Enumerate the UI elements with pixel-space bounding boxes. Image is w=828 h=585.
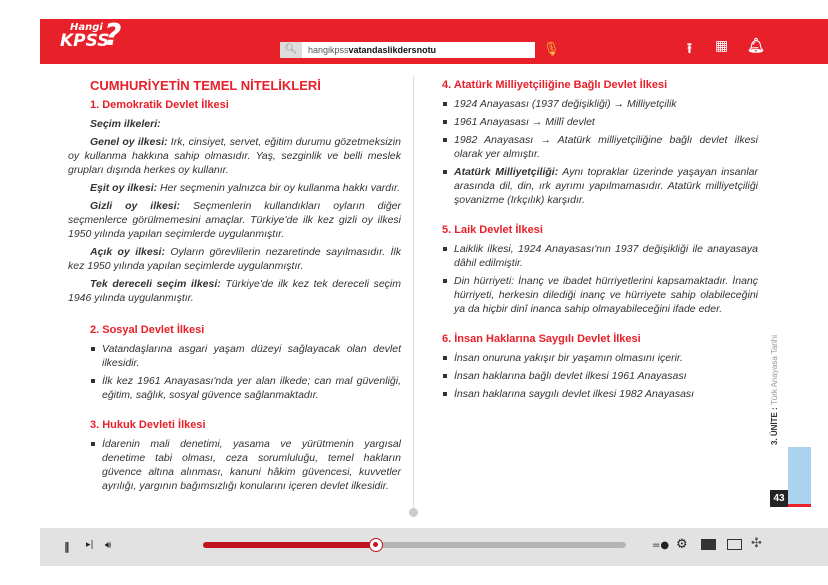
autoplay-toggle-icon[interactable]: =● <box>652 540 670 551</box>
section-heading: 3. Hukuk Devleti İlkesi <box>90 419 206 431</box>
top-bar <box>40 19 828 64</box>
grid-menu-icon[interactable]: ▦ <box>715 38 729 54</box>
paragraph-label: Gizli oy ilkesi: <box>90 200 181 212</box>
bullet-list <box>442 97 758 207</box>
list-item <box>442 165 758 207</box>
subheading <box>68 117 401 131</box>
list-item: İnsan haklarına saygılı devlet ilkesi 1982 Anayasası <box>442 387 758 401</box>
paragraph <box>68 199 401 241</box>
paragraph <box>68 245 401 273</box>
settings-gear-icon[interactable]: ⚙︎ <box>676 537 688 552</box>
section-heading: 4. Atatürk Milliyetçiliğine Bağlı Devlet İlkesi <box>442 79 668 91</box>
subtitles-icon[interactable] <box>701 539 716 550</box>
list-item: 1924 Anayasası (1937 değişikliği) → Milliyetçilik <box>442 97 758 111</box>
skip-next-icon[interactable]: ▸| <box>86 540 94 550</box>
unit-number: 3. ÜNİTE : <box>770 407 779 445</box>
bullet-list <box>90 342 401 402</box>
search-prefix: hangikpss <box>308 45 349 55</box>
paragraph-label: Eşit oy ilkesi: <box>90 182 158 194</box>
section-heading: 1. Demokratik Devlet İlkesi <box>90 99 229 111</box>
fullscreen-icon[interactable]: ✣ <box>751 536 762 551</box>
page-title: CUMHURİYETİN TEMEL NİTELİKLERİ <box>90 78 321 93</box>
paragraph-label: Açık oy ilkesi: <box>90 246 165 258</box>
side-tab-underline <box>788 504 811 507</box>
miniplayer-icon[interactable] <box>727 539 742 550</box>
logo-question: ? <box>104 18 122 53</box>
list-item: İnsan haklarına bağlı devlet ilkesi 1961 Anayasası <box>442 369 758 383</box>
search-input[interactable] <box>280 42 535 58</box>
bullet-list <box>442 242 758 316</box>
section-heading: 6. İnsan Haklarına Saygılı Devlet İlkesi <box>442 333 641 345</box>
paragraph-text: Her seçmenin yalnızca bir oy kullanma hakkı vardır. <box>157 182 401 194</box>
pause-icon[interactable]: ‖ <box>64 540 70 553</box>
side-tab <box>788 447 811 504</box>
media-player-bar <box>40 528 828 566</box>
microphone-icon[interactable]: 🎙︎ <box>543 42 560 57</box>
paragraph-label: Genel oy ilkesi: <box>90 136 168 148</box>
progress-knob[interactable] <box>369 538 383 552</box>
bullet-list <box>442 351 758 401</box>
paragraph <box>68 277 401 305</box>
list-item: 1961 Anayasası → Millî devlet <box>442 115 758 129</box>
divider-dot <box>409 508 418 517</box>
page-number: 43 <box>770 490 788 507</box>
bell-icon[interactable]: 🔔︎ <box>747 38 765 54</box>
section-heading: 2. Sosyal Devlet İlkesi <box>90 324 205 336</box>
paragraph <box>68 181 401 195</box>
logo-big-text: KPSS <box>60 31 110 51</box>
paragraph-text: Oyların görevlilerin nezaretinde sayılmasıdır. İlk kez 1950 yılında yapılan seçimlerde uygulanmıştır. <box>68 246 401 272</box>
list-item-label: Atatürk Milliyetçiliği: <box>454 166 559 178</box>
unit-subject: Türk Anayasa Tarihi <box>770 335 779 408</box>
list-item: 1982 Anayasası → Atatürk milliyetçiliğine bağlı devlet ilkesi olarak yer almıştır. <box>442 133 758 161</box>
list-item: Din hürriyeti: İnanç ve ibadet hürriyetlerini kapsamaktadır. İnanç hürriyeti, herkesin dilediği inanç ve hürriyete sahip olabileceğini ya da hiçbir dinî inanca sahip olmayabileceğini ifade eder. <box>442 274 758 316</box>
right-column <box>442 78 758 405</box>
subheading-label: Seçim ilkeleri: <box>90 118 161 130</box>
logo-small-text: Hangi <box>70 22 103 33</box>
paragraph <box>68 135 401 177</box>
list-item: Vatandaşlarına asgari yaşam düzeyi sağlayacak olan devlet ilkesidir. <box>90 342 401 370</box>
upload-icon[interactable]: ⭱ <box>687 41 692 57</box>
left-column <box>68 78 401 497</box>
progress-fill <box>203 542 376 548</box>
search-icon[interactable]: 🔍︎ <box>280 42 302 58</box>
paragraph-text: Seçmenlerin kullandıkları oyların diğer seçmenlerce görülmemesini amaçlar. Türkiye'de ilk kez gizli oy ilkesi 1950 yılında yapılan seçimlerde uygulanmıştır. <box>68 200 401 240</box>
list-item-text: Aynı topraklar üzerinde yaşayan insanlar arasında dil, din, ırk ayrımı yapılmamasıdır. Atatürk milliyetçiliği şovanizme (Irkçılık) karşıdır. <box>454 166 758 206</box>
unit-label <box>770 335 779 445</box>
list-item: İlk kez 1961 Anayasası'nda yer alan ilkede; can mal güvenliği, eğitim, sağlık, sosyal güvence sağlanmaktadır. <box>90 374 401 402</box>
paragraph-text: Türkiye'de ilk kez tek dereceli seçim 1946 yılında uygulanmıştır. <box>68 278 402 304</box>
list-item: İdarenin mali denetimi, yasama ve yürütmenin yargısal denetime tabi olması, ceza sorumluluğu, temel hakların güvence altına alınması, kanuni hâkim güvencesi, kuvvetler ayrılığı, yargının bağımsızlığı konularını içeren devlet ilkesidir. <box>90 437 401 493</box>
section-heading: 5. Laik Devlet İlkesi <box>442 224 543 236</box>
paragraph-label: Tek dereceli seçim ilkesi: <box>90 278 221 290</box>
progress-slider[interactable] <box>203 542 626 548</box>
column-divider <box>413 76 414 508</box>
volume-icon[interactable]: 🔊︎ <box>105 540 112 551</box>
bullet-list <box>90 437 401 493</box>
logo[interactable] <box>60 18 122 53</box>
paragraph-text: Irk, cinsiyet, servet, eğitim durumu gözetmeksizin oy kullanma hakkına sahip olmasıdır. Yaş, sezginlik ve belli meslek grupları dışında herkes oy kullanır. <box>68 136 401 176</box>
search-query: vatandaslikdersnotu <box>348 45 437 55</box>
list-item: İnsan onuruna yakışır bir yaşamın olmasını içerir. <box>442 351 758 365</box>
list-item: Laiklik ilkesi, 1924 Anayasası'nın 1937 değişikliği ile anayasaya dâhil edilmiştir. <box>442 242 758 270</box>
